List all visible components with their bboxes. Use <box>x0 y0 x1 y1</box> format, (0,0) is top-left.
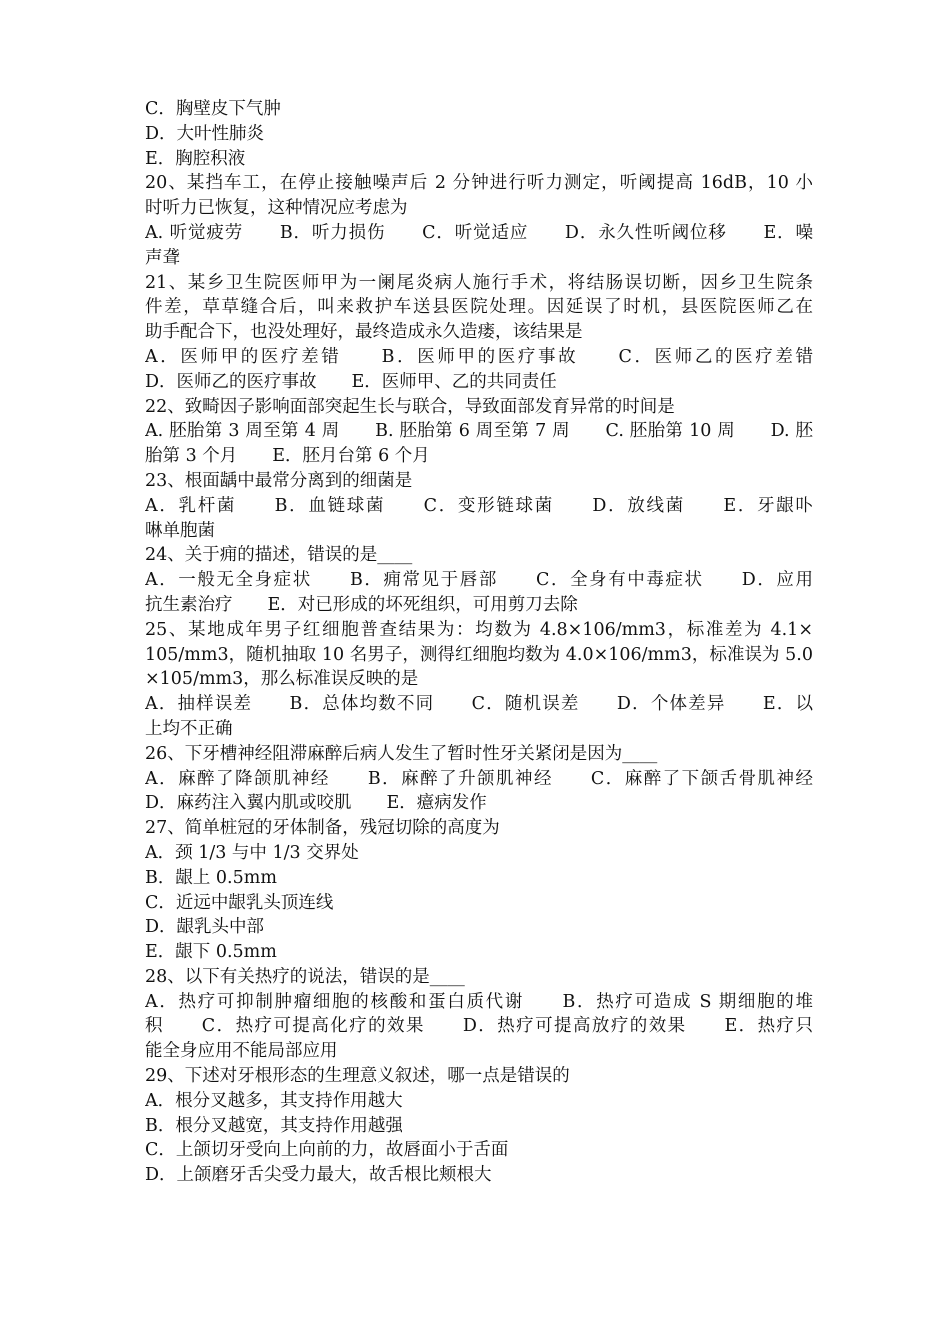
question-21-text: 21、某乡卫生院医师甲为一阑尾炎病人施行手术，将结肠误切断，因乡卫生院条 <box>145 272 813 293</box>
question-24-options: 抗生素治疗 E．对已形成的坏死组织，可用剪刀去除 <box>145 594 578 615</box>
question-29-option-b: B．根分叉越宽，其支持作用越强 <box>145 1115 403 1136</box>
question-28-options: 能全身应用不能局部应用 <box>145 1041 338 1062</box>
question-25-options: A．抽样误差 B．总体均数不同 C．随机误差 D．个体差异 E．以 <box>145 694 813 715</box>
question-21-text: 件差，草草缝合后，叫来救护车送县医院处理。因延误了时机，县医院医师乙在 <box>145 297 813 318</box>
question-27-option-d: D．龈乳头中部 <box>145 917 265 938</box>
question-21-options: D．医师乙的医疗事故 E．医师甲、乙的共同责任 <box>145 371 557 392</box>
text-line: C．胸壁皮下气肿 <box>145 99 281 119</box>
question-23-options: 啉单胞菌 <box>145 520 215 541</box>
question-20-options: 声聋 <box>145 247 180 268</box>
question-27-option-b: B．龈上 0.5mm <box>145 867 277 888</box>
question-24-options: A．一般无全身症状 B．痈常见于唇部 C．全身有中毒症状 D．应用 <box>145 570 813 591</box>
question-20-text: 20、某挡车工，在停止接触噪声后 2 分钟进行听力测定，听阈提高 16dB，10 小 <box>145 173 813 194</box>
question-26-text: 26、下牙槽神经阻滞麻醉后病人发生了暂时性牙关紧闭是因为____ <box>145 743 658 764</box>
question-28-options: A．热疗可抑制肿瘤细胞的核酸和蛋白质代谢 B．热疗可造成 S 期细胞的堆 <box>145 991 813 1012</box>
question-26-options: A．麻醉了降颌肌神经 B．麻醉了升颌肌神经 C．麻醉了下颌舌骨肌神经 <box>145 768 813 789</box>
document-page <box>145 97 813 1188</box>
question-25-text: ×105/mm3，那么标准误反映的是 <box>145 669 419 690</box>
question-28-options: 积 C．热疗可提高化疗的效果 D．热疗可提高放疗的效果 E．热疗只 <box>145 1016 813 1037</box>
question-22-text: 22、致畸因子影响面部突起生长与联合，导致面部发育异常的时间是 <box>145 396 675 417</box>
question-28-text: 28、以下有关热疗的说法，错误的是____ <box>145 966 465 987</box>
question-25-text: 25、某地成年男子红细胞普查结果为：均数为 4.8×106/mm3，标准差为 4.1× <box>145 619 813 640</box>
question-23-text: 23、根面龋中最常分离到的细菌是 <box>145 470 413 491</box>
question-29-option-d: D．上颌磨牙舌尖受力最大，故舌根比颊根大 <box>145 1165 492 1186</box>
question-29-option-a: A．根分叉越多，其支持作用越大 <box>145 1090 403 1111</box>
question-20-options: A. 听觉疲劳 B．听力损伤 C．听觉适应 D．永久性听阈位移 E．噪 <box>145 222 813 243</box>
question-27-option-a: A．颈 1/3 与中 1/3 交界处 <box>145 842 359 863</box>
text-line: E．胸腔积液 <box>145 148 246 169</box>
question-27-option-e: E．龈下 0.5mm <box>145 942 277 963</box>
question-21-text: 助手配合下，也没处理好，最终造成永久造瘘，该结果是 <box>145 322 583 343</box>
question-23-options: A．乳杆菌 B．血链球菌 C．变形链球菌 D．放线菌 E．牙龈卟 <box>145 495 813 516</box>
question-27-text: 27、简单桩冠的牙体制备，残冠切除的高度为 <box>145 818 500 839</box>
question-22-options: 胎第 3 个月 E．胚月台第 6 个月 <box>145 446 430 467</box>
question-26-options: D．麻药注入翼内肌或咬肌 E．癔病发作 <box>145 793 487 814</box>
text-line: D．大叶性肺炎 <box>145 123 265 144</box>
question-22-options: A. 胚胎第 3 周至第 4 周 B. 胚胎第 6 周至第 7 周 C. 胚胎第 10 周 D. 胚 <box>145 421 813 442</box>
question-21-options: A．医师甲的医疗差错 B．医师甲的医疗事故 C．医师乙的医疗差错 <box>145 346 813 367</box>
question-25-text: 105/mm3，随机抽取 10 名男子，测得红细胞均数为 4.0×106/mm3，标准误为 5.0 <box>145 644 813 665</box>
question-20-text: 时听力已恢复，这种情况应考虑为 <box>145 198 408 219</box>
question-24-text: 24、关于痈的描述，错误的是____ <box>145 545 413 566</box>
question-25-options: 上均不正确 <box>145 718 233 739</box>
question-27-option-c: C．近远中龈乳头顶连线 <box>145 892 334 913</box>
question-29-text: 29、下述对牙根形态的生理意义叙述，哪一点是错误的 <box>145 1066 570 1087</box>
question-29-option-c: C．上颌切牙受向上向前的力，故唇面小于舌面 <box>145 1140 509 1161</box>
